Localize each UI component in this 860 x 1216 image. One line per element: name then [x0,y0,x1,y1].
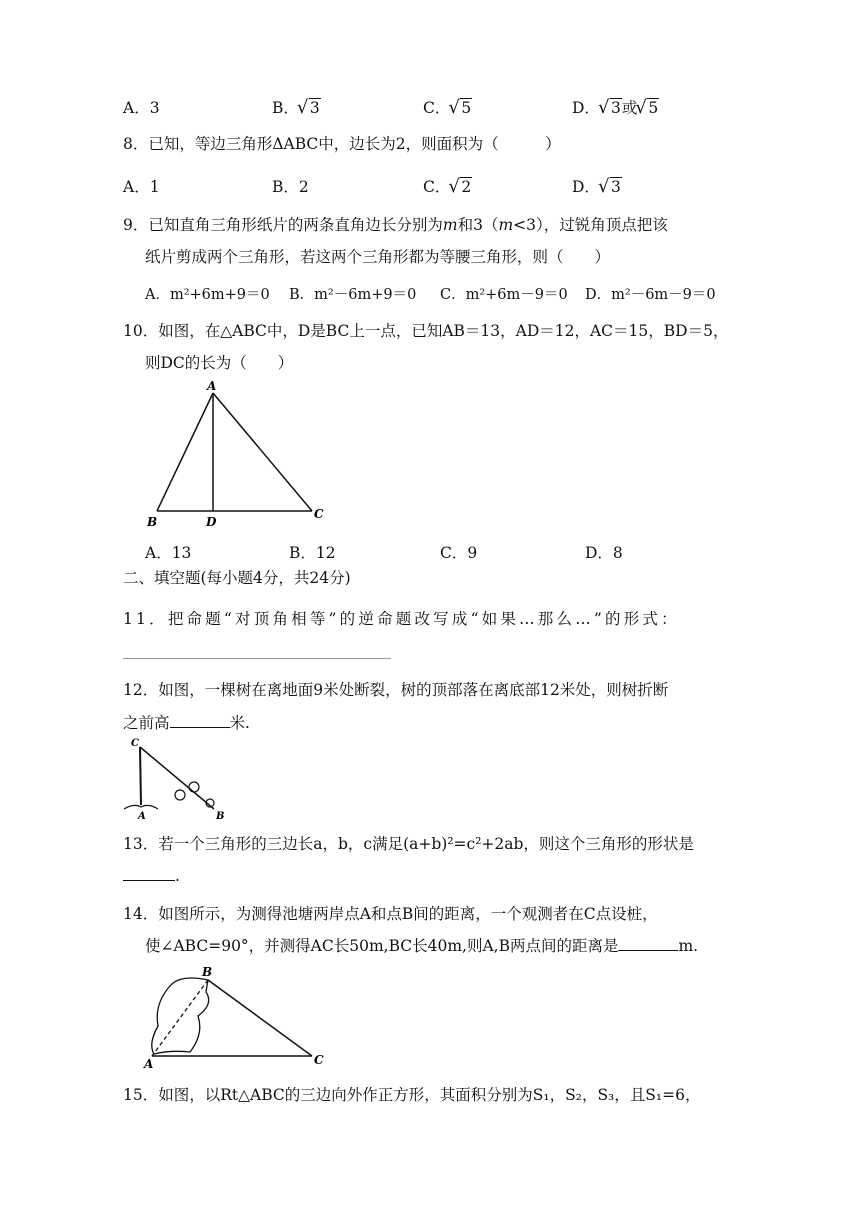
q15-stem: 15．如图，以Rt△ABC的三边向外作正方形，其面积分别为S₁，S₂，S₃，且S₁=6， [123,1086,701,1104]
q14-dashed-ab [152,980,208,1056]
q12-label-a: A [138,811,146,821]
q10-label-a: A [207,379,217,393]
q14-stem-line1: 14．如图所示，为测得池塘两岸点A和点B间的距离，一个观测者在C点设桩， [123,905,658,923]
q7-option-c: C．√ 5 [423,96,472,118]
q9-stem-line2: 纸片剪成两个三角形，若这两个三角形都为等腰三角形，则（ ） [145,248,611,266]
q12-answer-blank [170,713,230,728]
q10-stem-line2: 则DC的长为（ ） [145,354,294,372]
q10-option-c: C．9 [440,544,478,562]
q10-label-d: D [206,515,217,529]
q9-option-d: D．m²－6m－9＝0 [585,287,716,303]
q13-stem-line1: 13．若一个三角形的三边长a，b，c满足(a+b)²=c²+2ab，则这个三角形的形状是 [123,835,694,853]
q10-label-c: C [314,507,324,521]
q12-trunk [140,747,141,805]
q10-option-b: B．12 [289,544,336,562]
q10-side-ab [157,393,213,511]
q13-stem-line2: . [123,866,180,886]
q7-option-a: A．3 [123,99,160,117]
q9-option-a: A．m²+6m+9＝0 [145,287,270,303]
q12-broken-tree-figure [122,737,226,821]
q7-option-b: B．√ 3 [272,96,321,118]
q11-answer-line [123,658,391,659]
section-heading: 二、填空题(每小题4分，共24分) [123,569,351,587]
q14-label-c: C [314,1053,324,1067]
q8-stem: 8．已知，等边三角形ΔABC中，边长为2，则面积为（ ） [123,135,561,153]
q9-stem-line1: 9．已知直角三角形纸片的两条直角边长分别为m和3（m<3），过锐角顶点把该 [123,216,668,234]
q10-option-d: D．8 [585,544,623,562]
q7-option-d: D．√ 3或√ 5 [572,96,659,118]
q8-option-d: D．√ 3 [572,175,622,197]
q13-answer-blank [123,866,175,881]
q11-stem: 11．把命题“对顶角相等”的逆命题改写成“如果…那么…”的形式： [123,610,680,628]
q8-option-b: B．2 [272,178,309,196]
q14-answer-blank [618,936,678,951]
q10-triangle-figure [140,378,335,530]
q9-option-b: B．m²－6m+9＝0 [289,287,417,303]
q14-side-bc [208,980,312,1056]
q10-label-b: B [147,515,158,529]
q12-stem-line1: 12．如图，一棵树在离地面9米处断裂，树的顶部落在离底部12米处，则树折断 [123,681,669,699]
q12-label-b: B [216,811,225,821]
q8-option-c: C．√ 2 [423,175,472,197]
q12-label-c: C [131,738,139,749]
q14-pond-figure [140,964,330,1072]
q12-stem-line2: 之前高 米. [123,714,250,732]
q10-option-a: A．13 [145,544,192,562]
q14-pond-outline [152,978,209,1054]
q10-stem-line1: 10．如图，在△ABC中，D是BC上一点，已知AB＝13，AD＝12，AC＝15，BD＝5， [123,322,729,340]
q10-side-ac [213,393,312,511]
q14-stem-line2: 使∠ABC=90°，并测得AC长50m,BC长40m,则A,B两点间的距离是 m. [145,937,699,955]
q8-option-a: A．1 [123,178,160,196]
q9-option-c: C．m²+6m－9＝0 [440,287,568,303]
q14-label-b: B [202,965,213,979]
q14-label-a: A [144,1057,154,1071]
